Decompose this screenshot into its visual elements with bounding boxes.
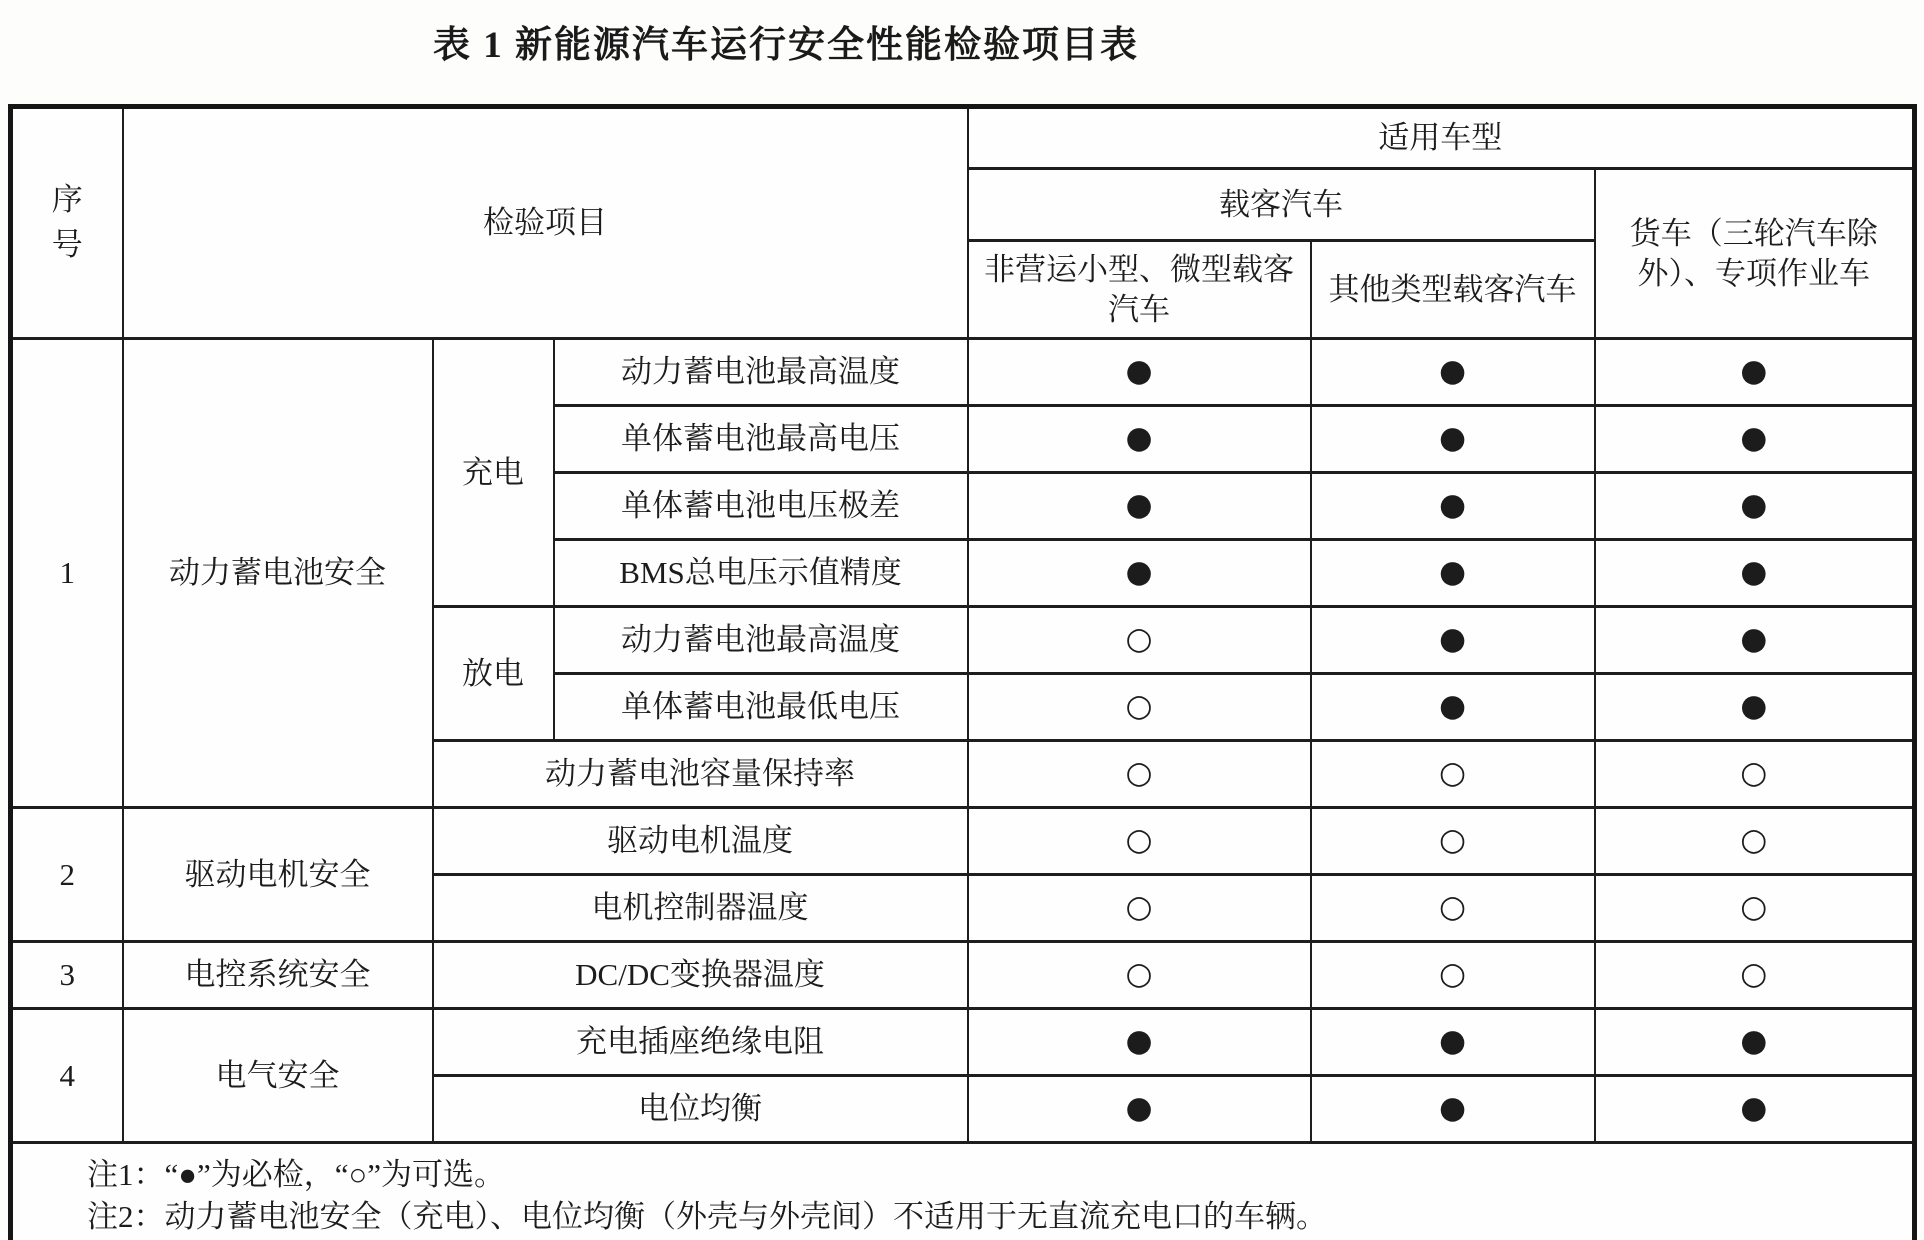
seq-cell: 2	[11, 808, 123, 942]
category-cell: 电气安全	[123, 1009, 433, 1143]
marker-cell: ●	[1595, 540, 1915, 607]
marker-cell: ●	[968, 540, 1311, 607]
marker-cell: ○	[1311, 741, 1595, 808]
marker-cell: ●	[1311, 1009, 1595, 1076]
item-cell: 动力蓄电池最高温度	[554, 339, 968, 406]
marker-cell: ●	[1595, 473, 1915, 540]
item-cell: DC/DC变换器温度	[433, 942, 968, 1009]
marker-cell: ●	[1595, 1009, 1915, 1076]
item-cell: 单体蓄电池最高电压	[554, 406, 968, 473]
marker-cell: ●	[1311, 473, 1595, 540]
marker-cell: ●	[1595, 406, 1915, 473]
item-cell: 驱动电机温度	[433, 808, 968, 875]
table-title: 表 1 新能源汽车运行安全性能检验项目表	[433, 25, 1139, 66]
table-notes	[11, 1143, 1915, 1240]
marker-cell: ●	[968, 473, 1311, 540]
header-truck-special-vehicle: 货车（三轮汽车除外）、专项作业车	[1595, 169, 1915, 339]
header-seq	[11, 107, 123, 339]
seq-cell: 4	[11, 1009, 123, 1143]
subcategory-cell: 充电	[433, 339, 554, 607]
category-cell: 驱动电机安全	[123, 808, 433, 942]
note-line-2: 注2：动力蓄电池安全（充电）、电位均衡（外壳与外壳间）不适用于无直流充电口的车辆。	[87, 1199, 1327, 1234]
header-applicable-vehicle: 适用车型	[968, 107, 1915, 169]
header-passenger-vehicle: 载客汽车	[968, 169, 1595, 241]
marker-cell: ●	[1595, 339, 1915, 406]
header-other-passenger: 其他类型载客汽车	[1311, 241, 1595, 339]
item-cell: 电机控制器温度	[433, 875, 968, 942]
marker-cell: ○	[1595, 741, 1915, 808]
marker-cell: ○	[1595, 808, 1915, 875]
marker-cell: ○	[968, 607, 1311, 674]
marker-cell: ●	[1311, 339, 1595, 406]
marker-cell: ○	[1311, 875, 1595, 942]
item-cell: 单体蓄电池最低电压	[554, 674, 968, 741]
item-cell: 动力蓄电池最高温度	[554, 607, 968, 674]
inspection-items-table	[8, 104, 1917, 1240]
item-cell: 单体蓄电池电压极差	[554, 473, 968, 540]
marker-cell: ○	[1595, 875, 1915, 942]
marker-cell: ●	[1311, 674, 1595, 741]
marker-cell: ○	[1311, 942, 1595, 1009]
marker-cell: ●	[1595, 674, 1915, 741]
marker-cell: ○	[1311, 808, 1595, 875]
marker-cell: ●	[1311, 1076, 1595, 1143]
note-line-1: 注1：“●”为必检，“○”为可选。	[87, 1157, 505, 1192]
marker-cell: ●	[968, 1076, 1311, 1143]
marker-cell: ○	[968, 808, 1311, 875]
subcategory-cell: 放电	[433, 607, 554, 741]
marker-cell: ●	[1595, 1076, 1915, 1143]
marker-cell: ●	[968, 339, 1311, 406]
marker-cell: ○	[968, 942, 1311, 1009]
header-private-small-mini-passenger: 非营运小型、微型载客汽车	[968, 241, 1311, 339]
marker-cell: ○	[968, 875, 1311, 942]
item-cell: 动力蓄电池容量保持率	[433, 741, 968, 808]
marker-cell: ●	[1311, 406, 1595, 473]
seq-cell: 1	[11, 339, 123, 808]
marker-cell: ○	[968, 674, 1311, 741]
marker-cell: ●	[1595, 607, 1915, 674]
marker-cell: ●	[968, 406, 1311, 473]
item-cell: BMS总电压示值精度	[554, 540, 968, 607]
marker-cell: ●	[1311, 607, 1595, 674]
seq-cell: 3	[11, 942, 123, 1009]
marker-cell: ○	[1595, 942, 1915, 1009]
item-cell: 充电插座绝缘电阻	[433, 1009, 968, 1076]
marker-cell: ○	[968, 741, 1311, 808]
marker-cell: ●	[968, 1009, 1311, 1076]
marker-cell: ●	[1311, 540, 1595, 607]
category-cell: 电控系统安全	[123, 942, 433, 1009]
item-cell: 电位均衡	[433, 1076, 968, 1143]
header-inspection-item: 检验项目	[123, 107, 968, 339]
category-cell: 动力蓄电池安全	[123, 339, 433, 808]
header-seq-label: 序号	[51, 182, 83, 262]
